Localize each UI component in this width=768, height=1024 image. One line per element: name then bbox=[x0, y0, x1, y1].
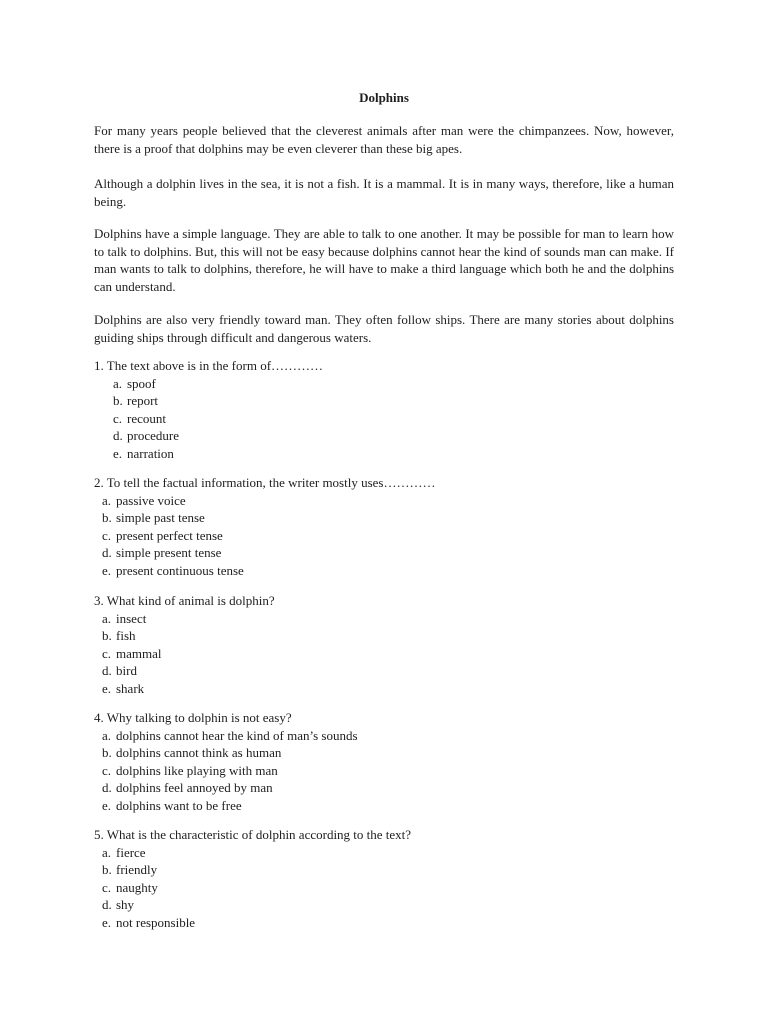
option-letter: a. bbox=[102, 492, 112, 508]
option-letter: c. bbox=[113, 410, 123, 426]
paragraph-language: Dolphins have a simple language. They are able to talk to one another. It may be possible for man to learn how to talk to dolphins. But, this will not be easy because dolphins cannot hear the kind of sounds man can make. If man wants to talk to dolphins, therefore, he will have to make a third language which both he and the dolphins can understand. bbox=[94, 226, 674, 294]
option-letter: d. bbox=[102, 897, 112, 913]
option-text: report bbox=[127, 393, 159, 409]
option-item bbox=[102, 779, 694, 797]
paragraph-intro: For many years people believed that the cleverest animals after man were the chimpanzees. Now, however, there is a proof that dolphins may be even cleverer than these big apes. bbox=[94, 123, 674, 156]
option-letter: c. bbox=[102, 762, 112, 778]
option-letter: b. bbox=[102, 862, 112, 878]
option-list bbox=[94, 844, 694, 932]
option-text: shy bbox=[116, 897, 135, 913]
option-text: dolphins want to be free bbox=[116, 797, 242, 813]
option-letter: c. bbox=[102, 527, 112, 543]
option-letter: d. bbox=[113, 428, 123, 444]
option-item bbox=[102, 509, 694, 527]
option-item bbox=[102, 627, 694, 645]
option-item bbox=[113, 410, 694, 428]
option-item bbox=[102, 879, 694, 897]
option-text: bird bbox=[116, 663, 137, 679]
option-text: recount bbox=[127, 410, 166, 426]
option-letter: e. bbox=[102, 562, 112, 578]
option-letter: a. bbox=[102, 610, 112, 626]
option-text: not responsible bbox=[116, 914, 196, 930]
paragraph-friendly: Dolphins are also very friendly toward man. They often follow ships. There are many stories about dolphins guiding ships through difficult and dangerous waters. bbox=[94, 312, 674, 345]
option-text: spoof bbox=[127, 375, 156, 391]
option-item bbox=[113, 445, 694, 463]
option-letter: c. bbox=[102, 645, 112, 661]
document-title: Dolphins bbox=[359, 90, 409, 105]
option-list bbox=[94, 727, 694, 815]
option-list bbox=[94, 375, 694, 463]
option-list bbox=[94, 492, 694, 580]
option-text: narration bbox=[127, 445, 174, 461]
option-item bbox=[102, 527, 694, 545]
option-letter: e. bbox=[102, 797, 112, 813]
option-item bbox=[102, 896, 694, 914]
question-3 bbox=[94, 592, 694, 698]
option-item bbox=[102, 727, 694, 745]
option-text: mammal bbox=[116, 645, 162, 661]
option-text: dolphins cannot think as human bbox=[116, 745, 282, 761]
option-letter: d. bbox=[102, 663, 112, 679]
option-text: insect bbox=[116, 610, 147, 626]
option-letter: d. bbox=[102, 780, 112, 796]
option-list bbox=[94, 610, 694, 698]
option-letter: e. bbox=[102, 680, 112, 696]
option-text: simple present tense bbox=[116, 545, 222, 561]
question-text: 1. The text above is in the form of………… bbox=[94, 358, 324, 373]
option-text: fierce bbox=[116, 844, 146, 860]
option-letter: b. bbox=[102, 628, 112, 644]
option-text: present perfect tense bbox=[116, 527, 223, 543]
option-letter: e. bbox=[113, 445, 123, 461]
option-letter: b. bbox=[102, 745, 112, 761]
option-item bbox=[102, 645, 694, 663]
option-text: dolphins feel annoyed by man bbox=[116, 780, 273, 796]
paragraph-mammal: Although a dolphin lives in the sea, it is not a fish. It is a mammal. It is in many ways, therefore, like a human being. bbox=[94, 176, 674, 209]
option-item bbox=[102, 861, 694, 879]
option-item bbox=[102, 797, 694, 815]
option-text: naughty bbox=[116, 879, 158, 895]
question-text: 2. To tell the factual information, the writer mostly uses………… bbox=[94, 475, 436, 490]
option-item bbox=[113, 392, 694, 410]
option-item bbox=[102, 914, 694, 932]
question-text: 4. Why talking to dolphin is not easy? bbox=[94, 710, 292, 725]
option-letter: a. bbox=[102, 844, 112, 860]
option-item bbox=[102, 662, 694, 680]
option-letter: c. bbox=[102, 879, 112, 895]
option-item bbox=[102, 762, 694, 780]
option-item bbox=[102, 544, 694, 562]
option-item bbox=[102, 610, 694, 628]
option-text: passive voice bbox=[116, 492, 186, 508]
option-item bbox=[113, 427, 694, 445]
option-item bbox=[113, 375, 694, 393]
option-text: shark bbox=[116, 680, 145, 696]
option-letter: e. bbox=[102, 914, 112, 930]
option-text: present continuous tense bbox=[116, 562, 244, 578]
question-1 bbox=[94, 357, 694, 463]
option-text: simple past tense bbox=[116, 510, 205, 526]
option-item bbox=[102, 844, 694, 862]
option-item bbox=[102, 492, 694, 510]
option-letter: a. bbox=[113, 375, 123, 391]
option-letter: b. bbox=[113, 393, 123, 409]
option-text: procedure bbox=[127, 428, 179, 444]
option-item bbox=[102, 562, 694, 580]
question-4 bbox=[94, 709, 694, 815]
option-item bbox=[102, 680, 694, 698]
option-letter: b. bbox=[102, 510, 112, 526]
option-text: fish bbox=[116, 628, 136, 644]
question-text: 3. What kind of animal is dolphin? bbox=[94, 593, 275, 608]
question-5 bbox=[94, 826, 694, 932]
option-letter: a. bbox=[102, 727, 112, 743]
option-text: dolphins like playing with man bbox=[116, 762, 278, 778]
option-letter: d. bbox=[102, 545, 112, 561]
option-text: dolphins cannot hear the kind of man’s sounds bbox=[116, 727, 358, 743]
question-2 bbox=[94, 474, 694, 580]
question-text: 5. What is the characteristic of dolphin according to the text? bbox=[94, 827, 412, 842]
option-item bbox=[102, 744, 694, 762]
option-text: friendly bbox=[116, 862, 158, 878]
